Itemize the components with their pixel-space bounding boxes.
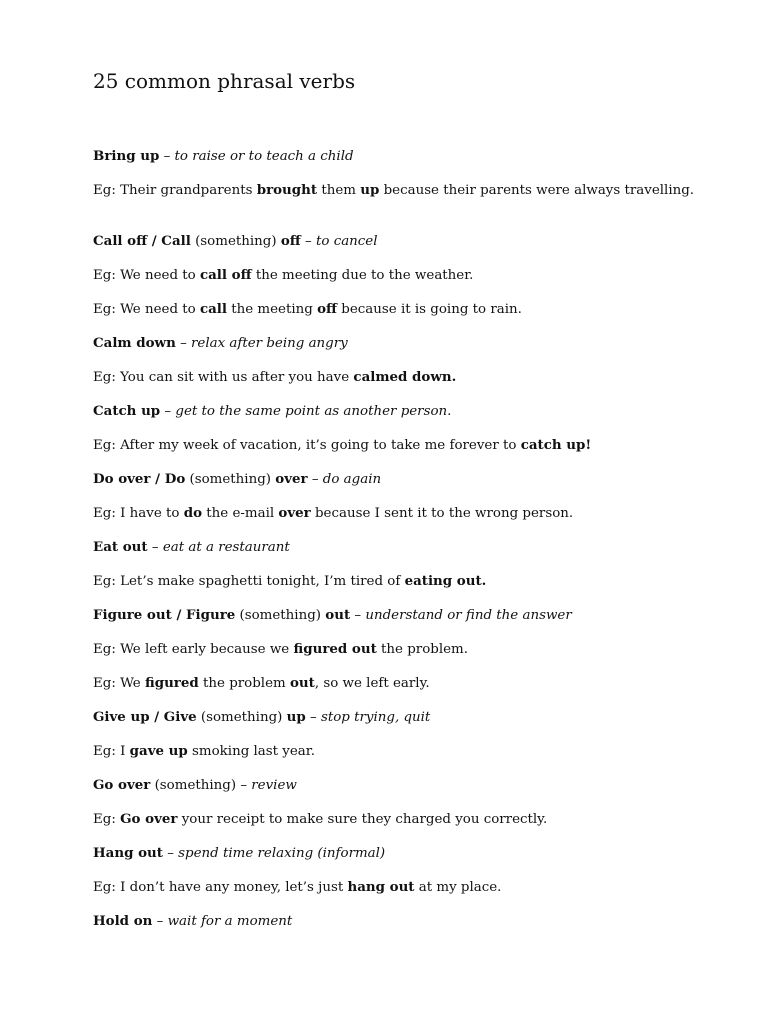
bold-text: Hold on: [93, 913, 153, 929]
example-sentence: [93, 301, 713, 318]
example-sentence: [93, 879, 713, 896]
definition-text: do again: [322, 472, 382, 487]
bold-text: Do over / Do: [93, 471, 186, 487]
example-sentence: [93, 641, 713, 658]
text-run: (something): [196, 710, 287, 725]
bold-text: up: [360, 182, 380, 198]
example-sentence: [93, 675, 713, 692]
definition-text: get to the same point as another person.: [175, 404, 452, 419]
spacer: [93, 454, 713, 471]
text-run: because I sent it to the wrong person.: [310, 506, 574, 521]
bold-text: Give up / Give: [93, 709, 197, 725]
text-run: because it is going to rain.: [337, 302, 522, 317]
bold-text: out: [289, 675, 315, 691]
entry-heading: [93, 403, 713, 420]
spacer: [93, 284, 713, 301]
text-run: –: [307, 472, 323, 487]
phrasal-verb-entry: [93, 539, 713, 590]
bold-text: Eat out: [93, 539, 148, 555]
bold-text: out: [325, 607, 351, 623]
definition-text: understand or find the answer: [365, 608, 572, 623]
text-run: Eg: After my week of vacation, it’s going to take me forever to: [93, 438, 521, 453]
text-run: the meeting: [226, 302, 318, 317]
bold-text: gave up: [129, 743, 188, 759]
bold-text: Catch up: [93, 403, 161, 419]
definition-text: to cancel: [316, 234, 378, 249]
spacer: [93, 420, 713, 437]
bold-text: figured out: [293, 641, 377, 657]
text-run: –: [147, 540, 163, 555]
text-run: –: [162, 846, 179, 861]
bold-text: off: [280, 233, 301, 249]
bold-text: Hang out: [93, 845, 163, 861]
text-run: Eg: We: [93, 676, 145, 691]
bold-text: off: [317, 301, 338, 317]
bold-text: Go over: [120, 811, 178, 827]
spacer: [93, 250, 713, 267]
document-page: [93, 66, 713, 930]
spacer: [93, 624, 713, 641]
definition-text: relax after being angry: [191, 336, 348, 351]
spacer: [93, 896, 713, 913]
text-run: –: [305, 710, 321, 725]
example-sentence: [93, 437, 713, 454]
phrasal-verb-entry: [93, 233, 713, 318]
definition-text: review: [251, 778, 297, 793]
text-run: Eg: We need to: [93, 268, 200, 283]
text-run: –: [159, 149, 175, 164]
text-run: (something): [235, 608, 326, 623]
text-run: at my place.: [414, 880, 502, 895]
entry-heading: [93, 607, 713, 624]
text-run: Eg: I have to: [93, 506, 184, 521]
phrasal-verb-entry: [93, 403, 713, 454]
spacer: [93, 386, 713, 403]
phrasal-verb-entry: [93, 607, 713, 692]
entry-list: [93, 148, 713, 930]
text-run: –: [350, 608, 366, 623]
text-run: Eg: I: [93, 744, 130, 759]
bold-text: brought: [256, 182, 318, 198]
text-run: –: [152, 914, 168, 929]
bold-text: up: [286, 709, 306, 725]
bold-text: call: [199, 301, 227, 317]
text-run: (something): [190, 234, 281, 249]
text-run: Eg: We need to: [93, 302, 200, 317]
phrasal-verb-entry: [93, 709, 713, 760]
bold-text: Bring up: [93, 148, 160, 164]
spacer: [93, 522, 713, 539]
entry-heading: [93, 777, 713, 794]
bold-text: Figure out / Figure: [93, 607, 236, 623]
definition-text: to raise or to teach a child: [174, 149, 354, 164]
text-run: them: [317, 183, 361, 198]
spacer: [93, 352, 713, 369]
entry-heading: [93, 471, 713, 488]
text-run: Eg: I don’t have any money, let’s just: [93, 880, 348, 895]
text-run: Eg:: [93, 812, 121, 827]
text-run: –: [160, 404, 176, 419]
example-sentence: [93, 505, 713, 522]
bold-text: do: [183, 505, 203, 521]
phrasal-verb-entry: [93, 913, 713, 930]
definition-text: wait for a moment: [167, 914, 293, 929]
entry-heading: [93, 148, 713, 165]
text-run: your receipt to make sure they charged you correctly.: [177, 812, 548, 827]
phrasal-verb-entry: [93, 777, 713, 828]
spacer: [93, 318, 713, 335]
entry-heading: [93, 539, 713, 556]
spacer: [93, 658, 713, 675]
bold-text: calmed down.: [353, 369, 457, 385]
text-run: the problem.: [376, 642, 468, 657]
bold-text: Go over: [93, 777, 151, 793]
spacer: [93, 692, 713, 709]
text-run: because their parents were always travelling.: [379, 183, 695, 198]
example-sentence: [93, 369, 713, 386]
spacer: [93, 862, 713, 879]
spacer: [93, 726, 713, 743]
text-run: Eg: Their grandparents: [93, 183, 257, 198]
text-run: (something): [185, 472, 276, 487]
text-run: , so we left early.: [314, 676, 430, 691]
text-run: (something) –: [150, 778, 252, 793]
text-run: the problem: [198, 676, 290, 691]
example-sentence: [93, 182, 713, 199]
definition-text: spend time relaxing (informal): [178, 846, 386, 861]
text-run: Eg: We left early because we: [93, 642, 294, 657]
phrasal-verb-entry: [93, 148, 713, 199]
bold-text: eating out.: [404, 573, 487, 589]
text-run: Eg: You can sit with us after you have: [93, 370, 354, 385]
definition-text: stop trying, quit: [320, 710, 431, 725]
bold-text: over: [278, 505, 311, 521]
spacer: [93, 760, 713, 777]
entry-heading: [93, 845, 713, 862]
bold-text: over: [275, 471, 308, 487]
entry-heading: [93, 709, 713, 726]
text-run: smoking last year.: [187, 744, 315, 759]
entry-heading: [93, 913, 713, 930]
spacer: [93, 488, 713, 505]
example-sentence: [93, 267, 713, 284]
entry-heading: [93, 335, 713, 352]
bold-text: Call off / Call: [93, 233, 191, 249]
bold-text: hang out: [347, 879, 415, 895]
spacer: [93, 794, 713, 811]
phrasal-verb-entry: [93, 335, 713, 386]
entry-heading: [93, 233, 713, 250]
example-sentence: [93, 573, 713, 590]
document-title: 25 common phrasal verbs: [93, 69, 356, 93]
text-run: the meeting due to the weather.: [251, 268, 474, 283]
bold-text: call off: [199, 267, 252, 283]
spacer: [93, 556, 713, 573]
phrasal-verb-entry: [93, 845, 713, 896]
spacer: [93, 590, 713, 607]
text-run: –: [300, 234, 316, 249]
bold-text: catch up!: [520, 437, 592, 453]
spacer: [93, 165, 713, 182]
text-run: –: [175, 336, 192, 351]
bold-text: figured: [144, 675, 199, 691]
spacer: [93, 199, 713, 233]
definition-text: eat at a restaurant: [162, 540, 290, 555]
phrasal-verb-entry: [93, 471, 713, 522]
example-sentence: [93, 811, 713, 828]
spacer: [93, 828, 713, 845]
bold-text: Calm down: [93, 335, 176, 351]
example-sentence: [93, 743, 713, 760]
text-run: Eg: Let’s make spaghetti tonight, I’m tired of: [93, 574, 405, 589]
text-run: the e-mail: [202, 506, 279, 521]
